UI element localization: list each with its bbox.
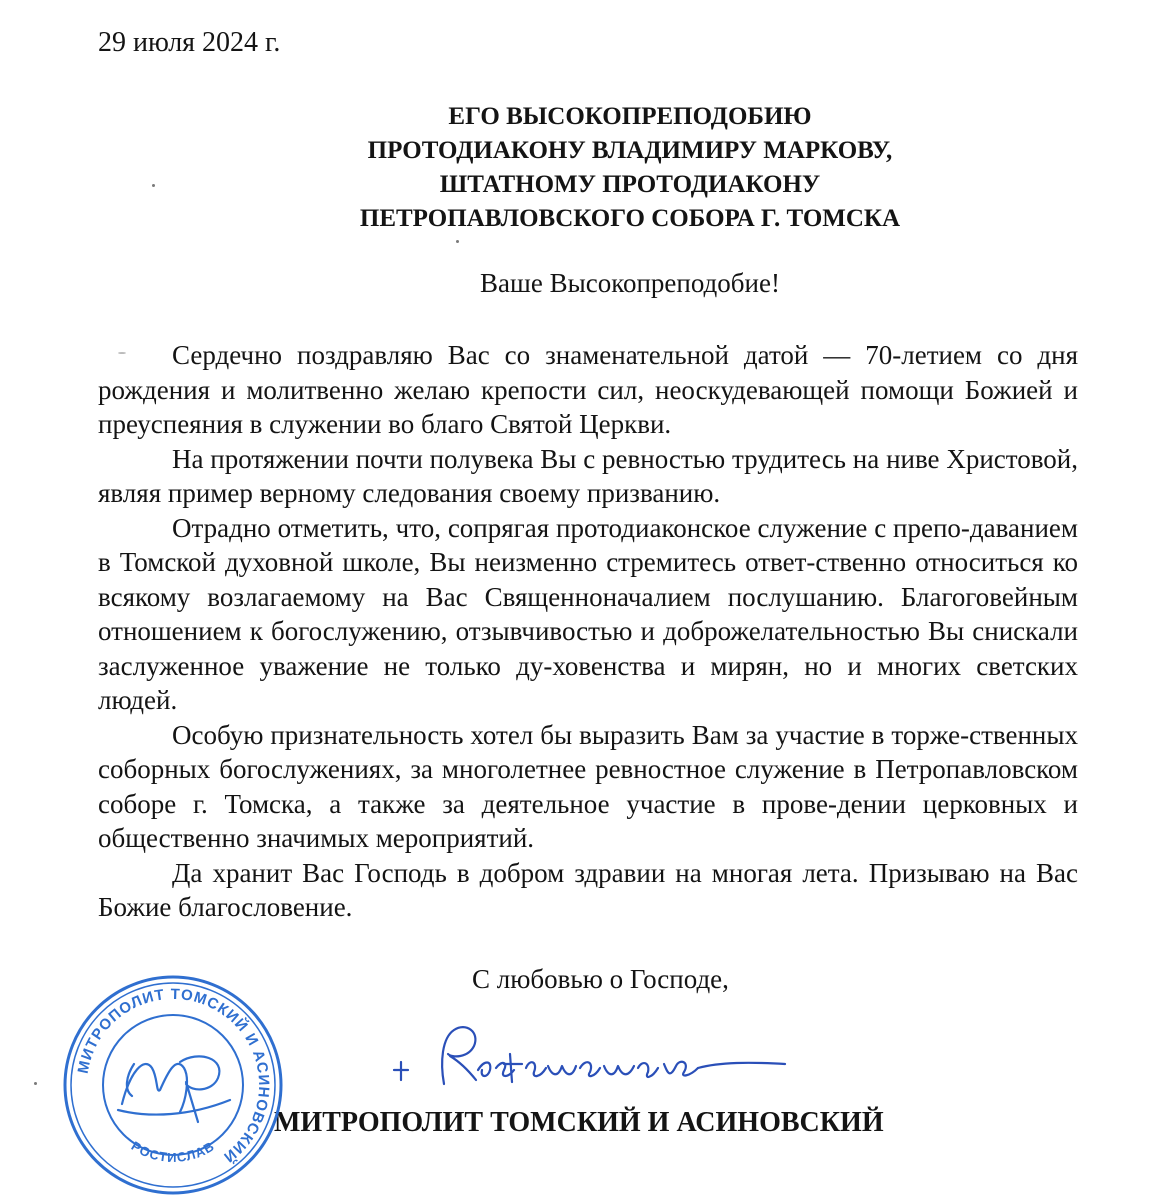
addressee-line: ПРОТОДИАКОНУ ВЛАДИМИРУ МАРКОВУ,	[367, 137, 893, 164]
body-paragraph: Да хранит Вас Господь в добром здравии на многая лета. Призываю на Вас Божие благословение.	[98, 857, 1078, 922]
scan-speck	[152, 184, 155, 187]
scan-speck	[118, 352, 126, 354]
letter-date: 29 июля 2024 г.	[98, 27, 281, 58]
stamp-bottom-text: РОСТИСЛАВ	[128, 1138, 218, 1165]
addressee-line: ПЕТРОПАВЛОВСКОГО СОБОРА Г. ТОМСКА	[359, 205, 901, 232]
stamp-ring-text: МИТРОПОЛИТ ТОМСКИЙ И АСИНОВСКИЙ	[74, 985, 273, 1166]
salutation: Ваше Высокопреподобие!	[480, 268, 780, 298]
addressee-line: ЕГО ВЫСОКОПРЕПОДОБИЮ	[448, 103, 812, 130]
body-paragraph: Отрадно отметить, что, сопрягая протодиаконское служение с препо-даванием в Томской духовной школе, Вы неизменно стремитесь ответ-ственно относиться ко всякому возлагаемому на Вас Священноначалием послушанию. Благоговейным отношением к богослужению, отзывчивостью и доброжелательностью Вы снискали заслуженное уважение не только ду-ховенства и мирян, но и многих светских людей.	[98, 512, 1078, 715]
handwritten-signature	[380, 1018, 800, 1098]
body-paragraph: На протяжении почти полувека Вы с ревностью трудитесь на ниве Христовой, являя пример верному следования своему призванию.	[98, 443, 1078, 508]
signer-title: МИТРОПОЛИТ ТОМСКИЙ И АСИНОВСКИЙ	[274, 1107, 884, 1138]
round-stamp	[60, 972, 286, 1198]
svg-text:РОСТИСЛАВ	[129, 1138, 218, 1165]
letter-body	[98, 338, 1078, 925]
scan-speck	[456, 240, 459, 243]
body-paragraph: Особую признательность хотел бы выразить Вам за участие в торже-ственных соборных богослужениях, за многолетнее ревностное служение в Петропавловском соборе г. Томска, а также за деятельное участие в прове-дении церковных и общественно значимых мероприятий.	[98, 719, 1078, 853]
scan-speck	[34, 1082, 37, 1085]
addressee-line: ШТАТНОМУ ПРОТОДИАКОНУ	[439, 171, 821, 198]
body-paragraph: Сердечно поздравляю Вас со знаменательной датой — 70-летием со дня рождения и молитвенно желаю крепости сил, неоскудевающей помощи Божией и преуспеяния в служении во благо Святой Церкви.	[98, 340, 1078, 439]
addressee-block	[200, 100, 1060, 236]
closing-phrase: С любовью о Господе,	[472, 964, 729, 994]
